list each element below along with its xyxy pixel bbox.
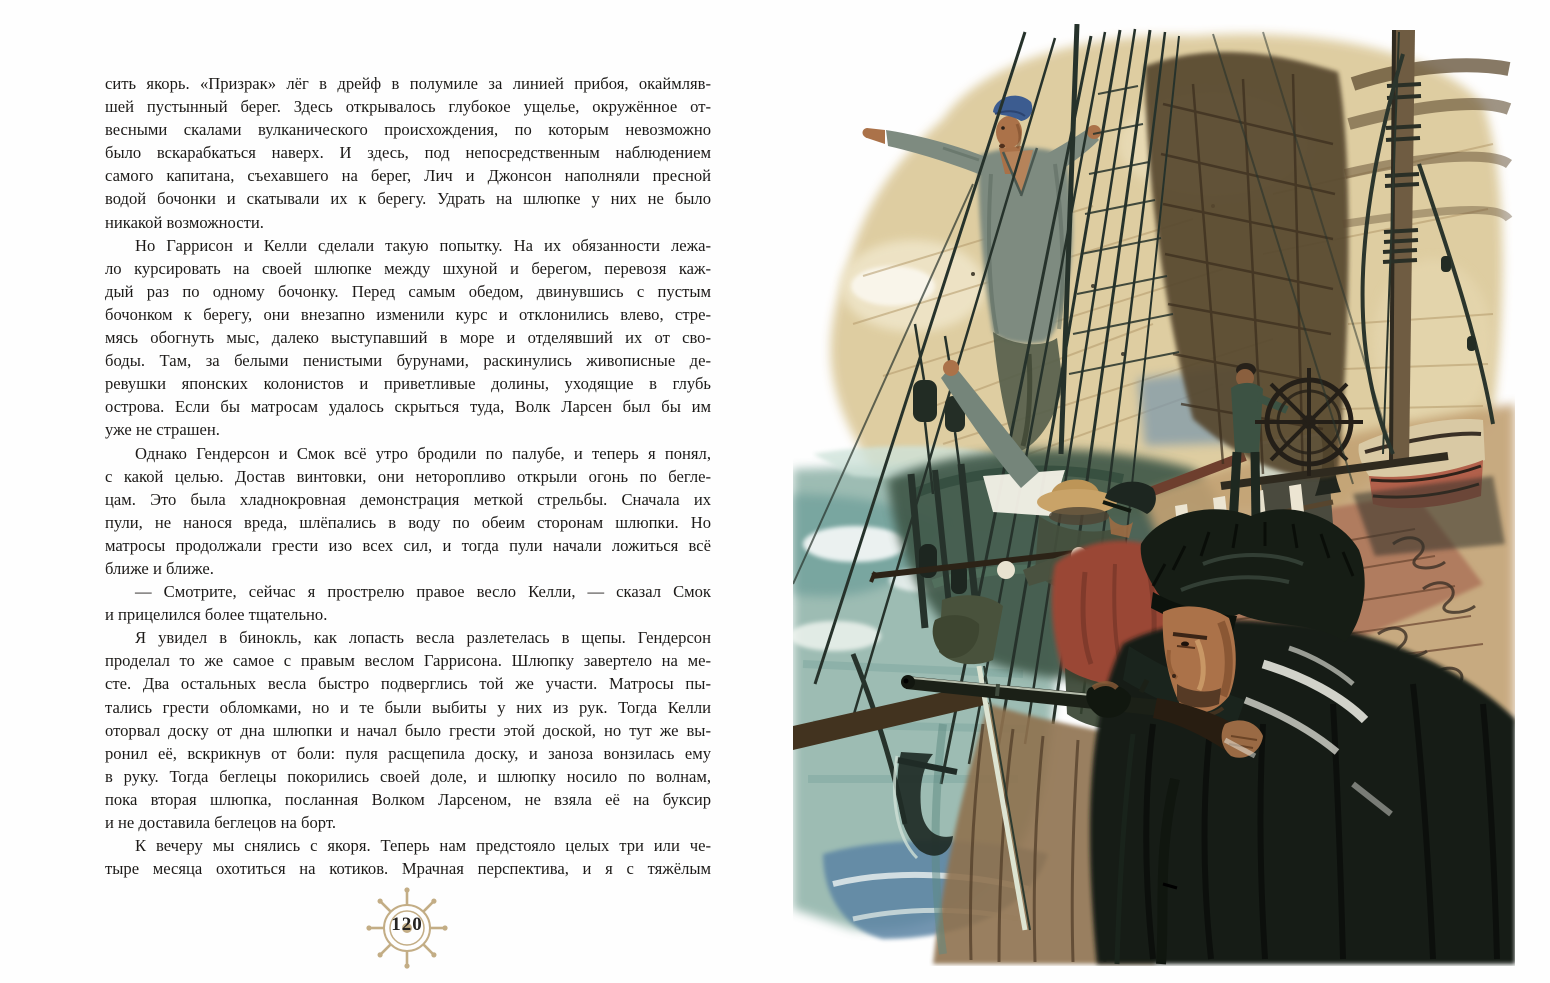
ship-wheel — [1255, 368, 1363, 476]
text-line: тыре месяца охотиться на котиков. Мрачная перспектива, и я с тяжёлым — [105, 859, 711, 879]
text-line: дый раз по одному бочонку. Перед самым обедом, двинувшись с пустым — [105, 281, 711, 301]
text-line: пока вторая шлюпка, посланная Волком Ларсеном, не взяла её на буксир — [105, 789, 711, 809]
text-line: оторвал доску от дна шлюпки и начал было грести этой доской, но тут же вы- — [105, 720, 711, 740]
text-line: водой бочонки и скатывали их к берегу. Удрать на шлюпке у них не было — [105, 189, 711, 209]
text-line: К вечеру мы снялись с якоря. Теперь нам предстояло целых три или че- — [135, 836, 711, 856]
text-line: никакой возможности. — [105, 212, 264, 232]
stowed-boat — [1353, 419, 1505, 556]
text-line: бочонком к берегу, они внезапно изменили курс и отклонились влево, стре- — [105, 304, 711, 324]
text-line: матросы продолжали грести изо всех сил, и тогда пули начали ложиться всё — [105, 535, 711, 555]
text-line: Но Гаррисон и Келли сделали такую попытку. На их обязанности лежа- — [135, 235, 711, 255]
text-line: мясь обогнуть мыс, далеко выступавший в море и отделявший их от сво- — [105, 328, 711, 348]
folio — [365, 886, 449, 970]
book-illustration — [793, 24, 1515, 966]
text-line: проделал то же самое с правым веслом Гаррисона. Шлюпку завертело на ме- — [105, 651, 711, 671]
text-line: самого капитана, съехавшего на берег, Лич и Джонсон наполняли пресной — [105, 166, 711, 186]
text-line: — Смотрите, сейчас я прострелю правое весло Келли, — сказал Смок — [135, 582, 711, 602]
text-line: боды. Там, за белыми пенистыми бурунами, раскинулись живописные де- — [105, 351, 711, 371]
text-line: пули, не нанося вреда, шлёпались в воду по обеим сторонам шлюпки. Но — [105, 512, 711, 532]
text-line: Однако Гендерсон и Смок всё утро бродили по палубе, и теперь я понял, — [135, 443, 711, 463]
text-line: Я увидел в бинокль, как лопасть весла разлетелась в щепы. Гендерсон — [135, 628, 711, 648]
text-line: ронил её, вскрикнув от боли: пуля расщепила доску, и заноза вонзилась ему — [105, 743, 711, 763]
text-line: ло курсировать на своей шлюпке между шхуной и берегом, перевозя каж- — [105, 258, 711, 278]
text-line: с какой целью. Достав винтовки, они неторопливо открыли огонь по бегле- — [105, 466, 711, 486]
text-line: и не доставила беглецов на борт. — [105, 813, 336, 832]
text-line: острова. Если бы матросам удалось скрыться туда, Волк Ларсен был бы им — [105, 397, 711, 417]
text-line: шей пустынный берег. Здесь открывалось глубокое ущелье, окружённое от- — [105, 97, 711, 117]
text-line: ревушки японских колонистов и приветливые долины, уходящие в глубь — [105, 374, 711, 394]
page-number: 120 — [391, 914, 423, 935]
text-line: сте. Два остальных весла быстро подверглись той же участи. Матросы пы- — [105, 674, 711, 694]
text-line: ближе и ближе. — [105, 558, 214, 578]
text-line: и прицелился более тщательно. — [105, 605, 328, 625]
page-left-body-text — [105, 72, 711, 880]
text-line: тались грести обломками, но и те были выбиты у них из рук. Тогда Келли — [105, 697, 711, 717]
text-line: сить якорь. «Призрак» лёг в дрейф в полумиле за линией прибоя, окаймляв- — [105, 74, 711, 93]
text-line: уже не страшен. — [105, 420, 220, 440]
text-line: в руку. Тогда беглецы покорились своей доле, и шлюпку носило по волнам, — [105, 766, 711, 786]
text-line: было вскарабкаться наверх. И здесь, под непосредственным наблюдением — [105, 143, 711, 163]
text-line: весными скалами вулканического происхождения, по которым невозможно — [105, 120, 711, 140]
text-line: цам. Это была хладнокровная демонстрация меткой стрельбы. Сначала их — [105, 489, 711, 509]
